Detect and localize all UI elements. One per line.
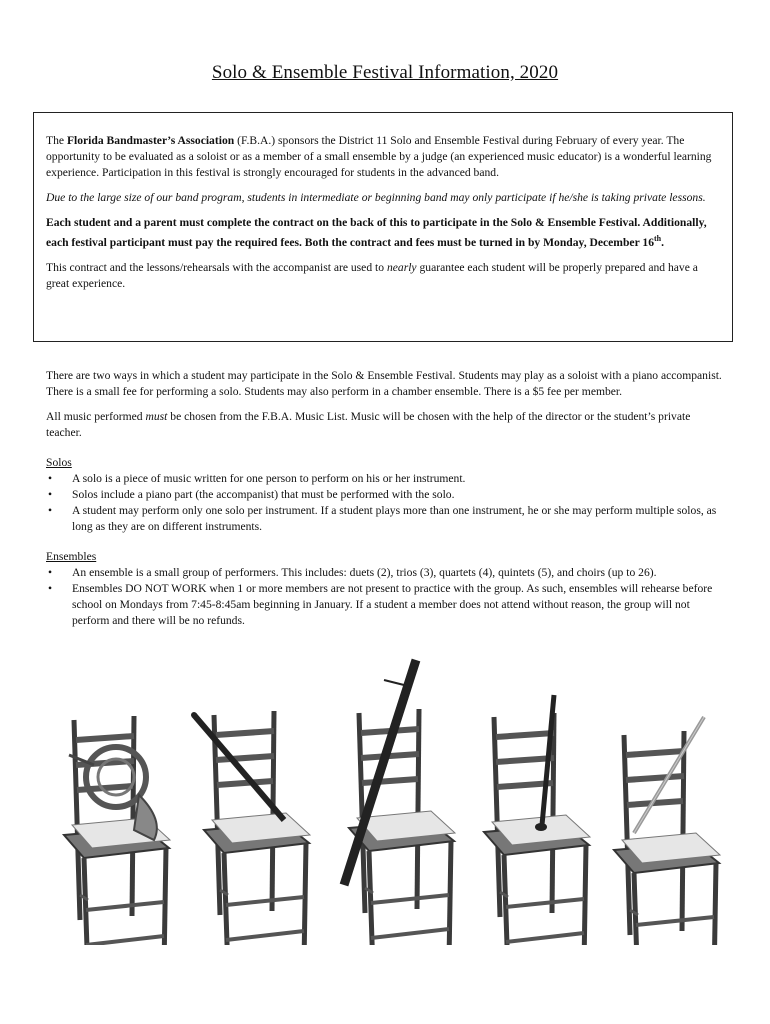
text-run: . (661, 235, 665, 249)
body-text (46, 368, 726, 629)
solos-list (46, 471, 726, 535)
box-paragraph-2: Due to the large size of our band program, students in intermediate or beginning band may only participate if he/she is taking private lessons. (46, 191, 706, 204)
body-paragraph-2 (46, 409, 726, 441)
chair-5 (614, 731, 720, 945)
list-item: • Solos include a piano part (the accompanist) that must be performed with the solo. (46, 487, 726, 503)
text-run: Each student and a parent must complete the contract on the back of this to participate in the Solo & Ensemble Festival. Additionally, each festival participant must pay the required fees. Both the contract and fees must be turned in by Monday, December 16 (46, 216, 707, 249)
info-box (33, 112, 733, 342)
chairs-with-instruments-illustration (44, 655, 724, 945)
org-name: Florida Bandmaster’s Association (66, 134, 235, 147)
box-paragraph-1 (46, 133, 720, 181)
body-paragraph-1: There are two ways in which a student may participate in the Solo & Ensemble Festival. Students may play as a soloist with a piano accompanist. There is a small fee for performing a solo. Students may also perform in a chamber ensemble. There is a $5 fee per member. (46, 369, 722, 398)
text-run: All music performed (46, 410, 146, 423)
text-run: The (46, 134, 67, 147)
superscript: th (654, 234, 662, 243)
list-item: • Ensembles DO NOT WORK when 1 or more members are not present to practice with the group. As such, ensembles will rehearse before school on Mondays from 7:45-8:45am beginning in January. If a student a member does not attend without reason, the group will not perform and there will be no refunds. (46, 581, 726, 629)
ensembles-heading: Ensembles (46, 550, 97, 563)
box-paragraph-4 (46, 260, 720, 292)
text-run: (F.B.A.) sponsors the District 11 Solo and Ensemble Festival during February of every year. The opportunity to be evaluated as a soloist or as a member of a small ensemble by a judge (an experienced music educator) is a wonderful learning experience. Participation in this festival is strongly encouraged for students in the advanced band. (46, 134, 712, 179)
ensembles-list (46, 565, 726, 629)
bassoon-icon (344, 660, 416, 885)
emphasis: nearly (386, 260, 417, 274)
page-title: Solo & Ensemble Festival Information, 2020 (211, 62, 559, 83)
text-run: guarantee each student will be properly prepared and have a great experience. (46, 260, 698, 290)
clarinet-icon (191, 712, 284, 820)
flute-icon (634, 717, 704, 833)
list-item: • An ensemble is a small group of performers. This includes: duets (2), trios (3), quartets (4), quintets (5), and choirs (up to 26). (46, 565, 726, 581)
list-item: • A student may perform only one solo per instrument. If a student plays more than one instrument, he or she may perform multiple solos, as long as they are on different instruments. (46, 503, 726, 535)
text-run: be chosen from the F.B.A. Music List. Music will be chosen with the help of the director or the student’s private teacher. (46, 410, 691, 439)
box-paragraph-3 (46, 215, 720, 251)
solos-heading: Solos (46, 456, 72, 469)
list-item: • A solo is a piece of music written for one person to perform on his or her instrument. (46, 471, 726, 487)
emphasis: must (145, 410, 168, 423)
text-run: This contract and the lessons/rehearsals with the accompanist are used to (46, 260, 387, 274)
